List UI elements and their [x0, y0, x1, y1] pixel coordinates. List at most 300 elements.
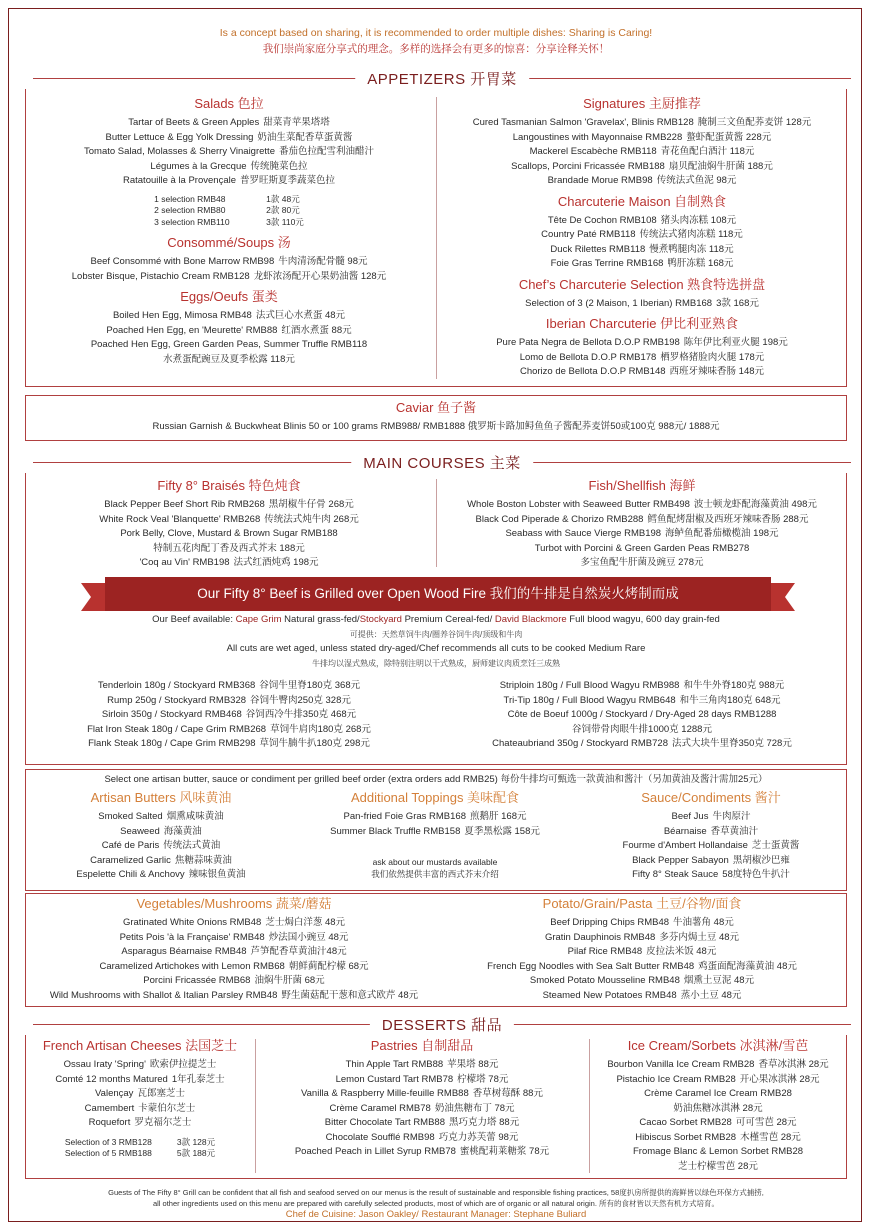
menu-item-zh: 传统法式炖牛肉 268元: [264, 513, 359, 525]
menu-item-zh: 草饲牛腩牛扒180克 298元: [259, 738, 370, 749]
menu-item-name: Fourme d'Ambert Hollandaise: [622, 840, 748, 851]
menu-item-name: Poached Peach in Lillet Syrup RMB78: [294, 1146, 456, 1157]
menu-item-name: Seabass with Sauce Vierge RMB198: [505, 528, 662, 539]
menu-item: [29, 116, 429, 131]
menu-item-zh: 朝鲜蓟配柠檬 68元: [288, 960, 369, 972]
menu-item: [29, 1116, 251, 1131]
toppings-list: [295, 810, 575, 839]
menu-item: [29, 694, 429, 709]
menu-item-name: Beef Jus: [671, 811, 709, 822]
menu-item-name: Duck Rilettes RMB118: [550, 243, 646, 255]
menu-item-name: Fifty 8° Steak Sauce: [632, 869, 719, 880]
menu-item: [259, 1073, 585, 1088]
menu-item-zh: 柠檬塔 78元: [457, 1073, 509, 1085]
pastries-column: [259, 1037, 585, 1160]
pricing-en: Selection of 5 RMB188: [64, 1148, 152, 1158]
menu-item-name: Country Paté RMB118: [541, 229, 636, 240]
menu-item: [29, 145, 429, 160]
menu-item: [31, 825, 291, 840]
menu-item-zh: 特制五花肉配丁香及西式芥末 188元: [153, 542, 305, 554]
pricing-en: 1 selection RMB48: [154, 193, 226, 204]
menu-item-zh: 奶油生菜配香草蛋黄酱: [257, 131, 353, 143]
menu-item-zh: 红酒水煮蛋 88元: [281, 324, 352, 336]
menu-item: [441, 542, 843, 557]
menu-item-zh: 牛肉清汤配骨髓 98元: [278, 256, 368, 267]
menu-item: [441, 989, 843, 1004]
caviar-title: Caviar 鱼子酱: [395, 400, 477, 415]
menu-item: [29, 556, 429, 571]
menu-item: [29, 270, 429, 285]
potato-column: [441, 895, 843, 1003]
menu-item-name: Caramelized Garlic: [90, 854, 171, 866]
menu-item: [29, 679, 429, 694]
menu-item-zh: 西班牙辣味香肠 148元: [669, 366, 765, 377]
menu-item-name: Smoked Salted: [98, 811, 163, 822]
menu-item-zh: 多芬内焗土豆 48元: [659, 931, 740, 943]
menu-item-zh: 开心果冰淇淋 28元: [739, 1073, 820, 1085]
menu-item: [441, 723, 843, 738]
menu-item-zh: 法式大块牛里脊350克 728元: [672, 738, 792, 749]
menu-item-zh: 野生菌菇配干葱和意式欧芹 48元: [281, 989, 419, 1001]
menu-item-zh: 炒法国小豌豆 48元: [268, 931, 349, 943]
menu-item-name: Comté 12 months Matured: [55, 1073, 168, 1085]
menu-item: [29, 931, 439, 946]
menu-item-name: Petits Pois 'à la Française' RMB48: [119, 931, 265, 943]
eggs-title: Eggs/Oeufs 蛋类: [180, 289, 278, 304]
menu-item: [441, 228, 843, 243]
beef-available-line: [25, 613, 847, 628]
menu-item-zh: 陈年伊比利亚火腿 198元: [683, 337, 788, 348]
menu-item: [29, 737, 429, 752]
menu-item: [441, 243, 843, 258]
menu-item-zh: 罗克福尔芝士: [134, 1117, 192, 1128]
menu-item: [441, 145, 843, 160]
menu-item-zh: 香草树莓酥 88元: [472, 1088, 543, 1099]
menu-item-zh: 辣味银鱼黄油: [188, 869, 246, 880]
main-heading: MAIN COURSES 主菜: [351, 452, 533, 473]
menu-item-zh: 甜菜青苹果塔塔: [263, 117, 330, 128]
iberian-list: [441, 336, 843, 380]
menu-item-name: Black Pepper Sabayon: [632, 854, 729, 866]
menu-item-zh: 传统腌菜色拉: [250, 160, 308, 172]
menu-item-zh: 波士顿龙虾配海藻黄油 498元: [693, 499, 817, 510]
menu-item-zh: 欧索伊拉提芝士: [149, 1059, 217, 1070]
butters-title: Artisan Butters 风味黄油: [90, 790, 232, 805]
soups-title: Consommé/Soups 汤: [167, 235, 291, 250]
menu-item: [29, 498, 429, 513]
menu-item: [29, 1073, 251, 1088]
menu-item: [441, 131, 843, 146]
cuts-right-column: [441, 679, 843, 752]
menu-item-name: Bitter Chocolate Tart RMB88: [324, 1117, 445, 1128]
menu-item-zh: 黑胡椒牛仔骨 268元: [268, 499, 354, 510]
menu-item-zh: 1年孔泰芝士: [171, 1073, 225, 1085]
menu-item: [593, 1087, 843, 1102]
menu-item: [441, 931, 843, 946]
menu-item-name: Lomo de Bellota D.O.P RMB178: [519, 351, 657, 363]
salads-title: Salads 色拉: [194, 96, 264, 111]
appetizers-heading-wrap: [33, 67, 851, 89]
menu-item-name: Valençay: [95, 1088, 134, 1099]
menu-item-name: Cacao Sorbet RMB28: [639, 1117, 732, 1128]
cape-grim-label: Cape Grim: [235, 614, 282, 625]
fish-list: [441, 498, 843, 571]
menu-item-name: Tartar of Beets & Green Apples: [128, 117, 260, 128]
charcuterie-list: [441, 214, 843, 272]
menu-item-name: Légumes à la Grecque: [150, 160, 247, 172]
menu-item-name: Thin Apple Tart RMB88: [345, 1059, 444, 1070]
desserts-divider-1: [255, 1039, 256, 1173]
menu-item-zh: 奶油焦糖布丁 78元: [434, 1102, 515, 1114]
menu-item-name: Crème Caramel RMB78: [329, 1102, 431, 1114]
menu-item-zh: 鳕鱼配烤甜椒及西班牙辣味香肠 288元: [647, 513, 809, 525]
menu-item-name: Pure Pata Negra de Bellota D.O.P RMB198: [496, 337, 680, 348]
pricing-row: [65, 1148, 215, 1160]
menu-item-name: Pistachio Ice Cream RMB28: [616, 1073, 736, 1085]
menu-item-zh: 蒸小土豆 48元: [680, 989, 742, 1001]
cuts-left-list: [29, 679, 429, 752]
menu-item: [441, 336, 843, 351]
menu-item: [441, 694, 843, 709]
menu-item: [31, 810, 291, 825]
charcuterie-title: Charcuterie Maison 自制熟食: [557, 193, 727, 209]
soups-list: [29, 255, 429, 284]
menu-item-name: Crème Caramel Ice Cream RMB28: [644, 1088, 792, 1099]
menu-item-zh: 香草冰淇淋 28元: [758, 1059, 829, 1070]
menu-item-name: Rump 250g / Stockyard RMB328: [107, 694, 247, 706]
salads-list: [29, 116, 429, 189]
menu-item-zh: 海鲈鱼配番茄橄榄油 198元: [665, 528, 779, 539]
cuts-right-list: [441, 679, 843, 752]
menu-item-zh: 芝士焗白洋葱 48元: [265, 917, 346, 928]
menu-item-zh: 芝士柠檬雪芭 28元: [678, 1160, 758, 1172]
eggs-list: [29, 309, 429, 367]
menu-item-name: Camembert: [84, 1102, 135, 1114]
menu-item-name: Pan-fried Foie Gras RMB168: [343, 811, 466, 822]
menu-item-name: Whole Boston Lobster with Seaweed Butter RMB498: [467, 499, 690, 510]
menu-item: [579, 868, 843, 883]
mustard-en: ask about our mustards available: [372, 857, 498, 867]
menu-item-zh: 芝士蛋黄酱: [751, 840, 800, 851]
menu-item-zh: 烟熏土豆泥 48元: [683, 975, 755, 986]
menu-item-name: Steamed New Potatoes RMB48: [542, 989, 677, 1001]
potato-title: Potato/Grain/Pasta 土豆/谷物/面食: [542, 896, 742, 911]
menu-item: [593, 1131, 843, 1146]
vegetables-list: [29, 916, 439, 1003]
menu-item-name: Scallops, Porcini Fricassée RMB188: [511, 160, 665, 172]
appetizers-right-column: [441, 95, 843, 380]
menu-item-zh: 栖罗格猪脸肉火腿 178元: [660, 351, 765, 363]
menu-item-name: Fromage Blanc & Lemon Sorbet RMB28: [632, 1146, 804, 1157]
pricing-en: 2 selection RMB80: [154, 205, 226, 215]
menu-item: [441, 945, 843, 960]
braises-list: [29, 498, 429, 571]
menu-item-name: Pilaf Rice RMB48: [567, 946, 643, 957]
menu-item-zh: 牛油薯角 48元: [673, 917, 734, 928]
menu-item-zh: 番茄色拉配雪利油醋汁: [278, 146, 374, 157]
menu-item: [295, 810, 575, 825]
menu-item-zh: 蜜桃配莉莱糖浆 78元: [459, 1146, 550, 1157]
menu-item-name: Striploin 180g / Full Blood Wagyu RMB988: [499, 680, 680, 691]
menu-item-zh: 香草黄油汁: [710, 825, 759, 837]
toppings-title: Additional Toppings 美味配食: [350, 790, 520, 805]
menu-item: [259, 1102, 585, 1117]
menu-item: [31, 868, 291, 883]
sauces-title: Sauce/Condiments 酱汁: [641, 790, 781, 805]
menu-item: [31, 854, 291, 869]
menu-item-name: Foie Gras Terrine RMB168: [550, 258, 664, 269]
menu-item: [441, 737, 843, 752]
menu-item-name: Sirloin 350g / Stockyard RMB468: [101, 709, 242, 720]
menu-item-name: Boiled Hen Egg, Mimosa RMB48: [112, 310, 252, 321]
selection-list: [441, 297, 843, 312]
menu-item-name: Vanilla & Raspberry Mille-feuille RMB88: [301, 1088, 469, 1099]
vegetables-column: [29, 895, 439, 1003]
menu-item: [29, 160, 429, 175]
menu-item-zh: 普罗旺斯夏季蔬菜色拉: [240, 175, 336, 186]
appetizers-left-column: [29, 95, 429, 367]
menu-item: [441, 974, 843, 989]
menu-item-name: Caramelized Artichokes with Lemon RMB68: [99, 960, 285, 972]
menu-item-name: Poached Hen Egg, en 'Meurette' RMB88: [106, 324, 278, 336]
menu-item: [593, 1145, 843, 1160]
mustard-zh: 我们依然提供丰富的西式芥末介绍: [371, 868, 499, 879]
menu-item-name: Black Pepper Beef Short Rib RMB268: [104, 499, 265, 510]
icecream-column: [593, 1037, 843, 1174]
pricing-row: [65, 1137, 215, 1149]
menu-item-zh: 青花鱼配白酒汁 118元: [660, 146, 755, 157]
sauces-column: [579, 789, 843, 883]
pricing-zh: 5款 188元: [176, 1148, 216, 1158]
menu-item-zh: 皮拉法米饭 48元: [646, 946, 717, 957]
menu-item-name: Tomato Salad, Molasses & Sherry Vinaigrette: [84, 146, 275, 157]
aging-line-zh: 牛排均以湿式熟成，除特别注明以干式熟成，厨师建议肉质烹饪三成熟: [312, 658, 560, 668]
menu-item-zh: 猪头肉冻糕 108元: [660, 214, 737, 226]
menu-item-zh: 木槿雪芭 28元: [740, 1131, 801, 1143]
menu-item-name: Ratatouille à la Provençale: [122, 175, 236, 186]
menu-item-zh: 草饲牛肩肉180克 268元: [270, 723, 371, 735]
menu-item-zh: 苹果塔 88元: [447, 1059, 499, 1070]
menu-item-zh: 谷饲牛臀肉250克 328元: [250, 694, 351, 706]
menu-item-zh: 奶油焦糖冰淇淋 28元: [673, 1102, 763, 1114]
pricing-en: 3 selection RMB110: [154, 216, 230, 227]
menu-item: [29, 1102, 251, 1117]
pricing-zh: 2款 80元: [266, 205, 300, 215]
menu-item: [441, 527, 843, 542]
menu-item-name: Black Cod Piperade & Chorizo RMB288: [475, 513, 644, 525]
menu-item: [593, 1102, 843, 1117]
menu-item-zh: 传统法式黄油: [163, 840, 221, 851]
menu-item: [29, 989, 439, 1004]
menu-item-name: Bourbon Vanilla Ice Cream RMB28: [607, 1059, 755, 1070]
menu-item: [441, 916, 843, 931]
menu-item: [579, 839, 843, 854]
sauces-list: [579, 810, 843, 883]
intro: [9, 25, 863, 57]
menu-item: [441, 160, 843, 175]
menu-item: [441, 679, 843, 694]
menu-item: [579, 810, 843, 825]
menu-item-name: Flat Iron Steak 180g / Cape Grim RMB268: [87, 723, 267, 735]
pricing-zh: 3款 128元: [176, 1136, 216, 1147]
cheeses-title: French Artisan Cheeses 法国芝士: [42, 1038, 238, 1053]
menu-item-zh: 法式红酒炖鸡 198元: [233, 557, 319, 568]
select-line-wrap: [25, 773, 847, 788]
menu-item: [441, 513, 843, 528]
menu-item: [593, 1116, 843, 1131]
menu-item-zh: 慢煮鸭腿肉冻 118元: [649, 243, 734, 255]
menu-item-zh: 58度特色牛扒汁: [722, 869, 790, 880]
menu-item-zh: 传统法式鱼泥 98元: [656, 175, 737, 186]
braises-title: Fifty 8° Braisés 特色炖食: [157, 478, 301, 493]
cape-grim-desc: Natural grass-fed/: [281, 614, 360, 625]
menu-item: [29, 513, 429, 528]
appetizers-divider: [436, 97, 437, 379]
cheeses-list: [29, 1058, 251, 1131]
menu-item: [441, 257, 843, 272]
stockyard-label: Stockyard: [359, 614, 402, 625]
menu-item: [441, 365, 843, 380]
stockyard-desc: Premium Cereal-fed/: [401, 614, 495, 625]
pricing-zh: 1款 48元: [266, 193, 300, 204]
menu-item: [441, 498, 843, 513]
menu-item: [29, 542, 429, 557]
menu-item-name: Summer Black Truffle RMB158: [330, 825, 461, 837]
menu-item: [259, 1145, 585, 1160]
cuts-left-column: [29, 679, 429, 752]
desserts-heading: DESSERTS 甜品: [370, 1014, 514, 1035]
menu-item-name: Turbot with Porcini & Green Garden Peas RMB278: [534, 542, 750, 554]
salads-pricing: [154, 194, 304, 229]
menu-item-name: Gratinated White Onions RMB48: [122, 917, 262, 928]
menu-item-name: Lemon Custard Tart RMB78: [335, 1073, 454, 1085]
intro-zh: 我们崇尚家庭分享式的理念。多样的选择会有更多的惊喜：分享诠释关怀！: [262, 43, 610, 55]
menu-item-name: Wild Mushrooms with Shallot & Italian Parsley RMB48: [49, 989, 278, 1001]
menu-item-name: Seaweed: [120, 825, 160, 837]
menu-item: [441, 351, 843, 366]
beef-info: [25, 613, 847, 671]
menu-item-zh: 谷饲西冷牛排350克 468元: [245, 709, 357, 720]
menu-item-name: Hibiscus Sorbet RMB28: [635, 1131, 737, 1143]
select-line: Select one artisan butter, sauce or condiment per grilled beef order (extra orders add RMB25) 每份牛排均可甄选一款黄油和酱汁（另加黄油及酱汁需加25元）: [104, 774, 768, 785]
menu-item-zh: 瓦郎塞芝士: [137, 1088, 185, 1099]
signatures-title: Signatures 主厨推荐: [583, 96, 701, 111]
menu-item-zh: 黑胡椒沙巴雍: [732, 854, 790, 866]
pastries-list: [259, 1058, 585, 1160]
potato-list: [441, 916, 843, 1003]
menu-item: [29, 1087, 251, 1102]
menu-item: [441, 116, 843, 131]
menu-item: [441, 297, 843, 312]
fish-column: [441, 477, 843, 571]
footer-credit: Chef de Cuisine: Jason Oakley/ Restaurant Manager: Stephane Buliard: [285, 1209, 587, 1220]
menu-item: [295, 825, 575, 840]
menu-item-name: Mackerel Escabèche RMB118: [529, 146, 657, 157]
menu-item-name: Chocolate Soufflé RMB98: [325, 1131, 435, 1143]
menu-item: [441, 556, 843, 571]
menu-item-zh: 水煮蛋配豌豆及夏季松露 118元: [163, 353, 295, 365]
main-divider: [436, 479, 437, 567]
pastries-title: Pastries 自制甜品: [370, 1038, 474, 1053]
menu-item: [31, 839, 291, 854]
menu-item-name: Tenderloin 180g / Stockyard RMB368: [97, 680, 256, 691]
menu-item: [29, 945, 439, 960]
menu-item-name: Asparagus Béarnaise RMB48: [121, 946, 247, 957]
iberian-title: Iberian Charcuterie 伊比利亚熟食: [545, 316, 739, 331]
menu-item-name: Côte de Boeuf 1000g / Stockyard / Dry-Aged 28 days RMB1288: [507, 709, 777, 720]
menu-item-zh: 海藻黄油: [163, 825, 202, 837]
menu-item-name: Chorizo de Bellota D.O.P RMB148: [519, 366, 666, 377]
menu-item-zh: 谷饲带骨肉眼牛排1000克 1288元: [572, 723, 712, 735]
signatures-list: [441, 116, 843, 189]
menu-item: [29, 1058, 251, 1073]
menu-item-name: Butter Lettuce & Egg Yolk Dressing: [105, 131, 254, 143]
menu-item-name: Cured Tasmanian Salmon 'Gravelax', Blinis RMB128: [472, 117, 694, 128]
menu-item: [579, 825, 843, 840]
menu-item-zh: 牛肉原汁: [712, 811, 751, 822]
menu-item: [441, 960, 843, 975]
menu-item-zh: 螯虾配蛋黄酱 228元: [686, 131, 772, 143]
menu-item: [29, 174, 429, 189]
menu-item-zh: 多宝鱼配牛肝菌及豌豆 278元: [580, 557, 704, 568]
appetizers-heading: APPETIZERS 开胃菜: [355, 68, 529, 89]
cheeses-column: [29, 1037, 251, 1162]
menu-item-zh: 传统法式猪肉冻糕 118元: [639, 229, 743, 240]
menu-item-name: Lobster Bisque, Pistachio Cream RMB128: [71, 270, 250, 282]
menu-item-name: French Egg Noodles with Sea Salt Butter RMB48: [487, 960, 695, 972]
menu-item: [441, 174, 843, 189]
menu-item: [441, 708, 843, 723]
menu-item-name: Espelette Chili & Anchovy: [76, 869, 185, 880]
menu-item-zh: 龙虾浓汤配开心果奶油酱 128元: [253, 270, 387, 282]
desserts-heading-wrap: [33, 1013, 851, 1035]
david-blackmore-label: David Blackmore: [494, 614, 567, 625]
menu-item-name: White Rock Veal 'Blanquette' RMB268: [99, 513, 261, 525]
icecream-list: [593, 1058, 843, 1174]
menu-item-name: Porcini Fricassée RMB68: [143, 975, 251, 986]
pricing-zh: 3款 110元: [266, 216, 304, 227]
menu-page: [8, 8, 862, 1222]
david-blackmore-desc: Full blood wagyu, 600 day grain-fed: [566, 614, 720, 625]
menu-item-zh: 卡蒙伯尔芝士: [138, 1102, 196, 1114]
menu-item: [29, 974, 439, 989]
menu-item: [29, 255, 429, 270]
menu-item-zh: 夏季黑松露 158元: [464, 825, 540, 837]
menu-item-zh: 可可雪芭 28元: [735, 1117, 797, 1128]
menu-item-name: Tête De Cochon RMB108: [547, 214, 657, 226]
braises-column: [29, 477, 429, 571]
menu-item: [29, 324, 429, 339]
selection-title: Chef’s Charcuterie Selection 熟食特选拼盘: [518, 276, 766, 292]
menu-item-zh: 芦笋配香草黄油汁48元: [250, 946, 347, 957]
menu-item: [29, 723, 429, 738]
aging-line: All cuts are wet aged, unless stated dry-aged/Chef recommends all cuts to be cooked Medium Rare: [226, 643, 646, 654]
menu-item-name: Café de Paris: [101, 840, 160, 851]
menu-item: [579, 854, 843, 869]
menu-item-zh: 法式巨心水煮蛋 48元: [255, 310, 346, 321]
menu-item-zh: 油焖牛肝菌 68元: [254, 975, 325, 986]
pricing-en: Selection of 3 RMB128: [64, 1136, 152, 1147]
menu-item-name: Beef Dripping Chips RMB48: [550, 917, 670, 928]
wood-fire-banner: Our Fifty 8° Beef is Grilled over Open Wood Fire 我们的牛排是自然炭火烤制而成: [105, 577, 771, 611]
menu-item-name: Flank Steak 180g / Cape Grim RMB298: [88, 738, 256, 749]
menu-item-name: Chateaubriand 350g / Stockyard RMB728: [492, 738, 668, 749]
menu-item: [29, 708, 429, 723]
pricing-row: [154, 194, 304, 206]
menu-item: [29, 309, 429, 324]
butters-list: [31, 810, 291, 883]
footer-line-1: Guests of The Fifty 8° Grill can be confident that all fish and seafood served on our menus is the result of sustainable and responsible fishing practices, 58度扒房所提供的海鲜皆以绿色环保方式捕捞,: [108, 1188, 764, 1197]
